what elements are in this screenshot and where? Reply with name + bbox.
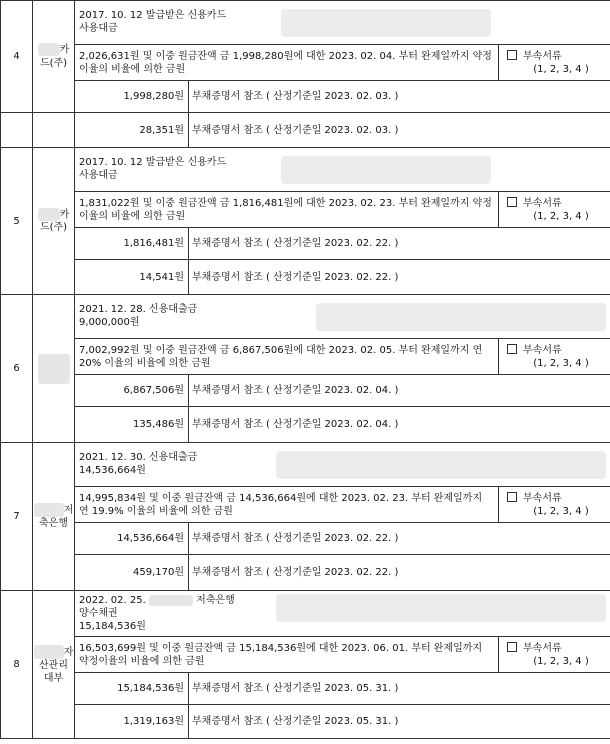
- basis-text: 부채증명서 참조 ( 산정기준일 2023. 02. 03. ): [189, 113, 610, 148]
- redaction: [276, 594, 606, 622]
- redaction: [34, 503, 64, 517]
- debt-cause: 2022. 02. 25. 저축은행 양수채권 15,184,536원: [75, 591, 610, 637]
- row-number: 7: [1, 443, 33, 591]
- interest-amount: 14,541원: [75, 260, 189, 295]
- interest-amount: 1,319,163원: [75, 705, 189, 739]
- redaction: [281, 9, 491, 37]
- principal-amount: 15,184,536원: [75, 673, 189, 705]
- basis-text: 부채증명서 참조 ( 산정기준일 2023. 05. 31. ): [189, 705, 610, 739]
- row-number: 4: [1, 1, 33, 113]
- redaction: [38, 354, 70, 384]
- creditor-name: 자 산관리 대부: [33, 591, 75, 739]
- claim-text: 1,831,022원 및 이중 원금잔액 금 1,816,481원에 대한 2023. 02. 23. 부터 완제일까지 약정이율의 비율에 의한 금원: [75, 192, 499, 228]
- basis-text: 부채증명서 참조 ( 산정기준일 2023. 02. 03. ): [189, 81, 610, 113]
- row-number: 5: [1, 148, 33, 295]
- creditor-name: [33, 295, 75, 443]
- checkbox-icon[interactable]: [507, 197, 517, 207]
- checkbox-icon[interactable]: [507, 642, 517, 652]
- attachment-checkbox[interactable]: 부속서류 (1, 2, 3, 4 ): [499, 637, 610, 673]
- attachment-checkbox[interactable]: 부속서류 (1, 2, 3, 4 ): [499, 339, 610, 375]
- creditor-name: 카 드(주): [33, 1, 75, 113]
- principal-amount: 1,816,481원: [75, 228, 189, 260]
- redaction: [38, 43, 60, 56]
- row-number: 8: [1, 591, 33, 739]
- basis-text: 부채증명서 참조 ( 산정기준일 2023. 05. 31. ): [189, 673, 610, 705]
- redaction: [38, 208, 60, 221]
- principal-amount: 14,536,664원: [75, 523, 189, 555]
- basis-text: 부채증명서 참조 ( 산정기준일 2023. 02. 22. ): [189, 555, 610, 591]
- debt-cause: 2017. 10. 12 발급받은 신용카드 사용대금: [75, 148, 610, 192]
- redaction: [276, 451, 606, 479]
- redaction: [281, 156, 491, 184]
- principal-amount: 6,867,506원: [75, 375, 189, 407]
- interest-amount: 459,170원: [75, 555, 189, 591]
- interest-amount: 28,351원: [75, 113, 189, 148]
- checkbox-icon[interactable]: [507, 50, 517, 60]
- debt-cause: 2017. 10. 12 발급받은 신용카드 사용대금: [75, 1, 610, 45]
- creditor-name: 저 축은행: [33, 443, 75, 591]
- basis-text: 부채증명서 참조 ( 산정기준일 2023. 02. 04. ): [189, 407, 610, 443]
- basis-text: 부채증명서 참조 ( 산정기준일 2023. 02. 22. ): [189, 523, 610, 555]
- basis-text: 부채증명서 참조 ( 산정기준일 2023. 02. 04. ): [189, 375, 610, 407]
- principal-amount: 1,998,280원: [75, 81, 189, 113]
- attachment-checkbox[interactable]: 부속서류 (1, 2, 3, 4 ): [499, 192, 610, 228]
- basis-text: 부채증명서 참조 ( 산정기준일 2023. 02. 22. ): [189, 228, 610, 260]
- checkbox-icon[interactable]: [507, 344, 517, 354]
- debt-cause: 2021. 12. 28. 신용대출금 9,000,000원: [75, 295, 610, 339]
- redaction: [149, 595, 193, 606]
- attachment-checkbox[interactable]: 부속서류 (1, 2, 3, 4 ): [499, 45, 610, 81]
- checkbox-icon[interactable]: [507, 492, 517, 502]
- creditor-name: 카 드(주): [33, 148, 75, 295]
- redaction: [316, 303, 606, 331]
- claim-text: 2,026,631원 및 이중 원금잔액 금 1,998,280원에 대한 2023. 02. 04. 부터 완제일까지 약정이율의 비율에 의한 금원: [75, 45, 499, 81]
- claim-text: 16,503,699원 및 이중 원금잔액 금 15,184,536원에 대한 2023. 06. 01. 부터 완제일까지 약정이율의 비율에 의한 금원: [75, 637, 499, 673]
- claim-text: 7,002,992원 및 이중 원금잔액 금 6,867,506원에 대한 2023. 02. 05. 부터 완제일까지 연 20% 이율의 비율에 의한 금원: [75, 339, 499, 375]
- attachment-checkbox[interactable]: 부속서류 (1, 2, 3, 4 ): [499, 487, 610, 523]
- claim-text: 14,995,834원 및 이중 원금잔액 금 14,536,664원에 대한 2023. 02. 23. 부터 완제일까지 연 19.9% 이율의 비율에 의한 금원: [75, 487, 499, 523]
- row-number: 6: [1, 295, 33, 443]
- basis-text: 부채증명서 참조 ( 산정기준일 2023. 02. 22. ): [189, 260, 610, 295]
- interest-amount: 135,486원: [75, 407, 189, 443]
- redaction: [34, 645, 64, 659]
- debt-cause: 2021. 12. 30. 신용대출금 14,536,664원: [75, 443, 610, 487]
